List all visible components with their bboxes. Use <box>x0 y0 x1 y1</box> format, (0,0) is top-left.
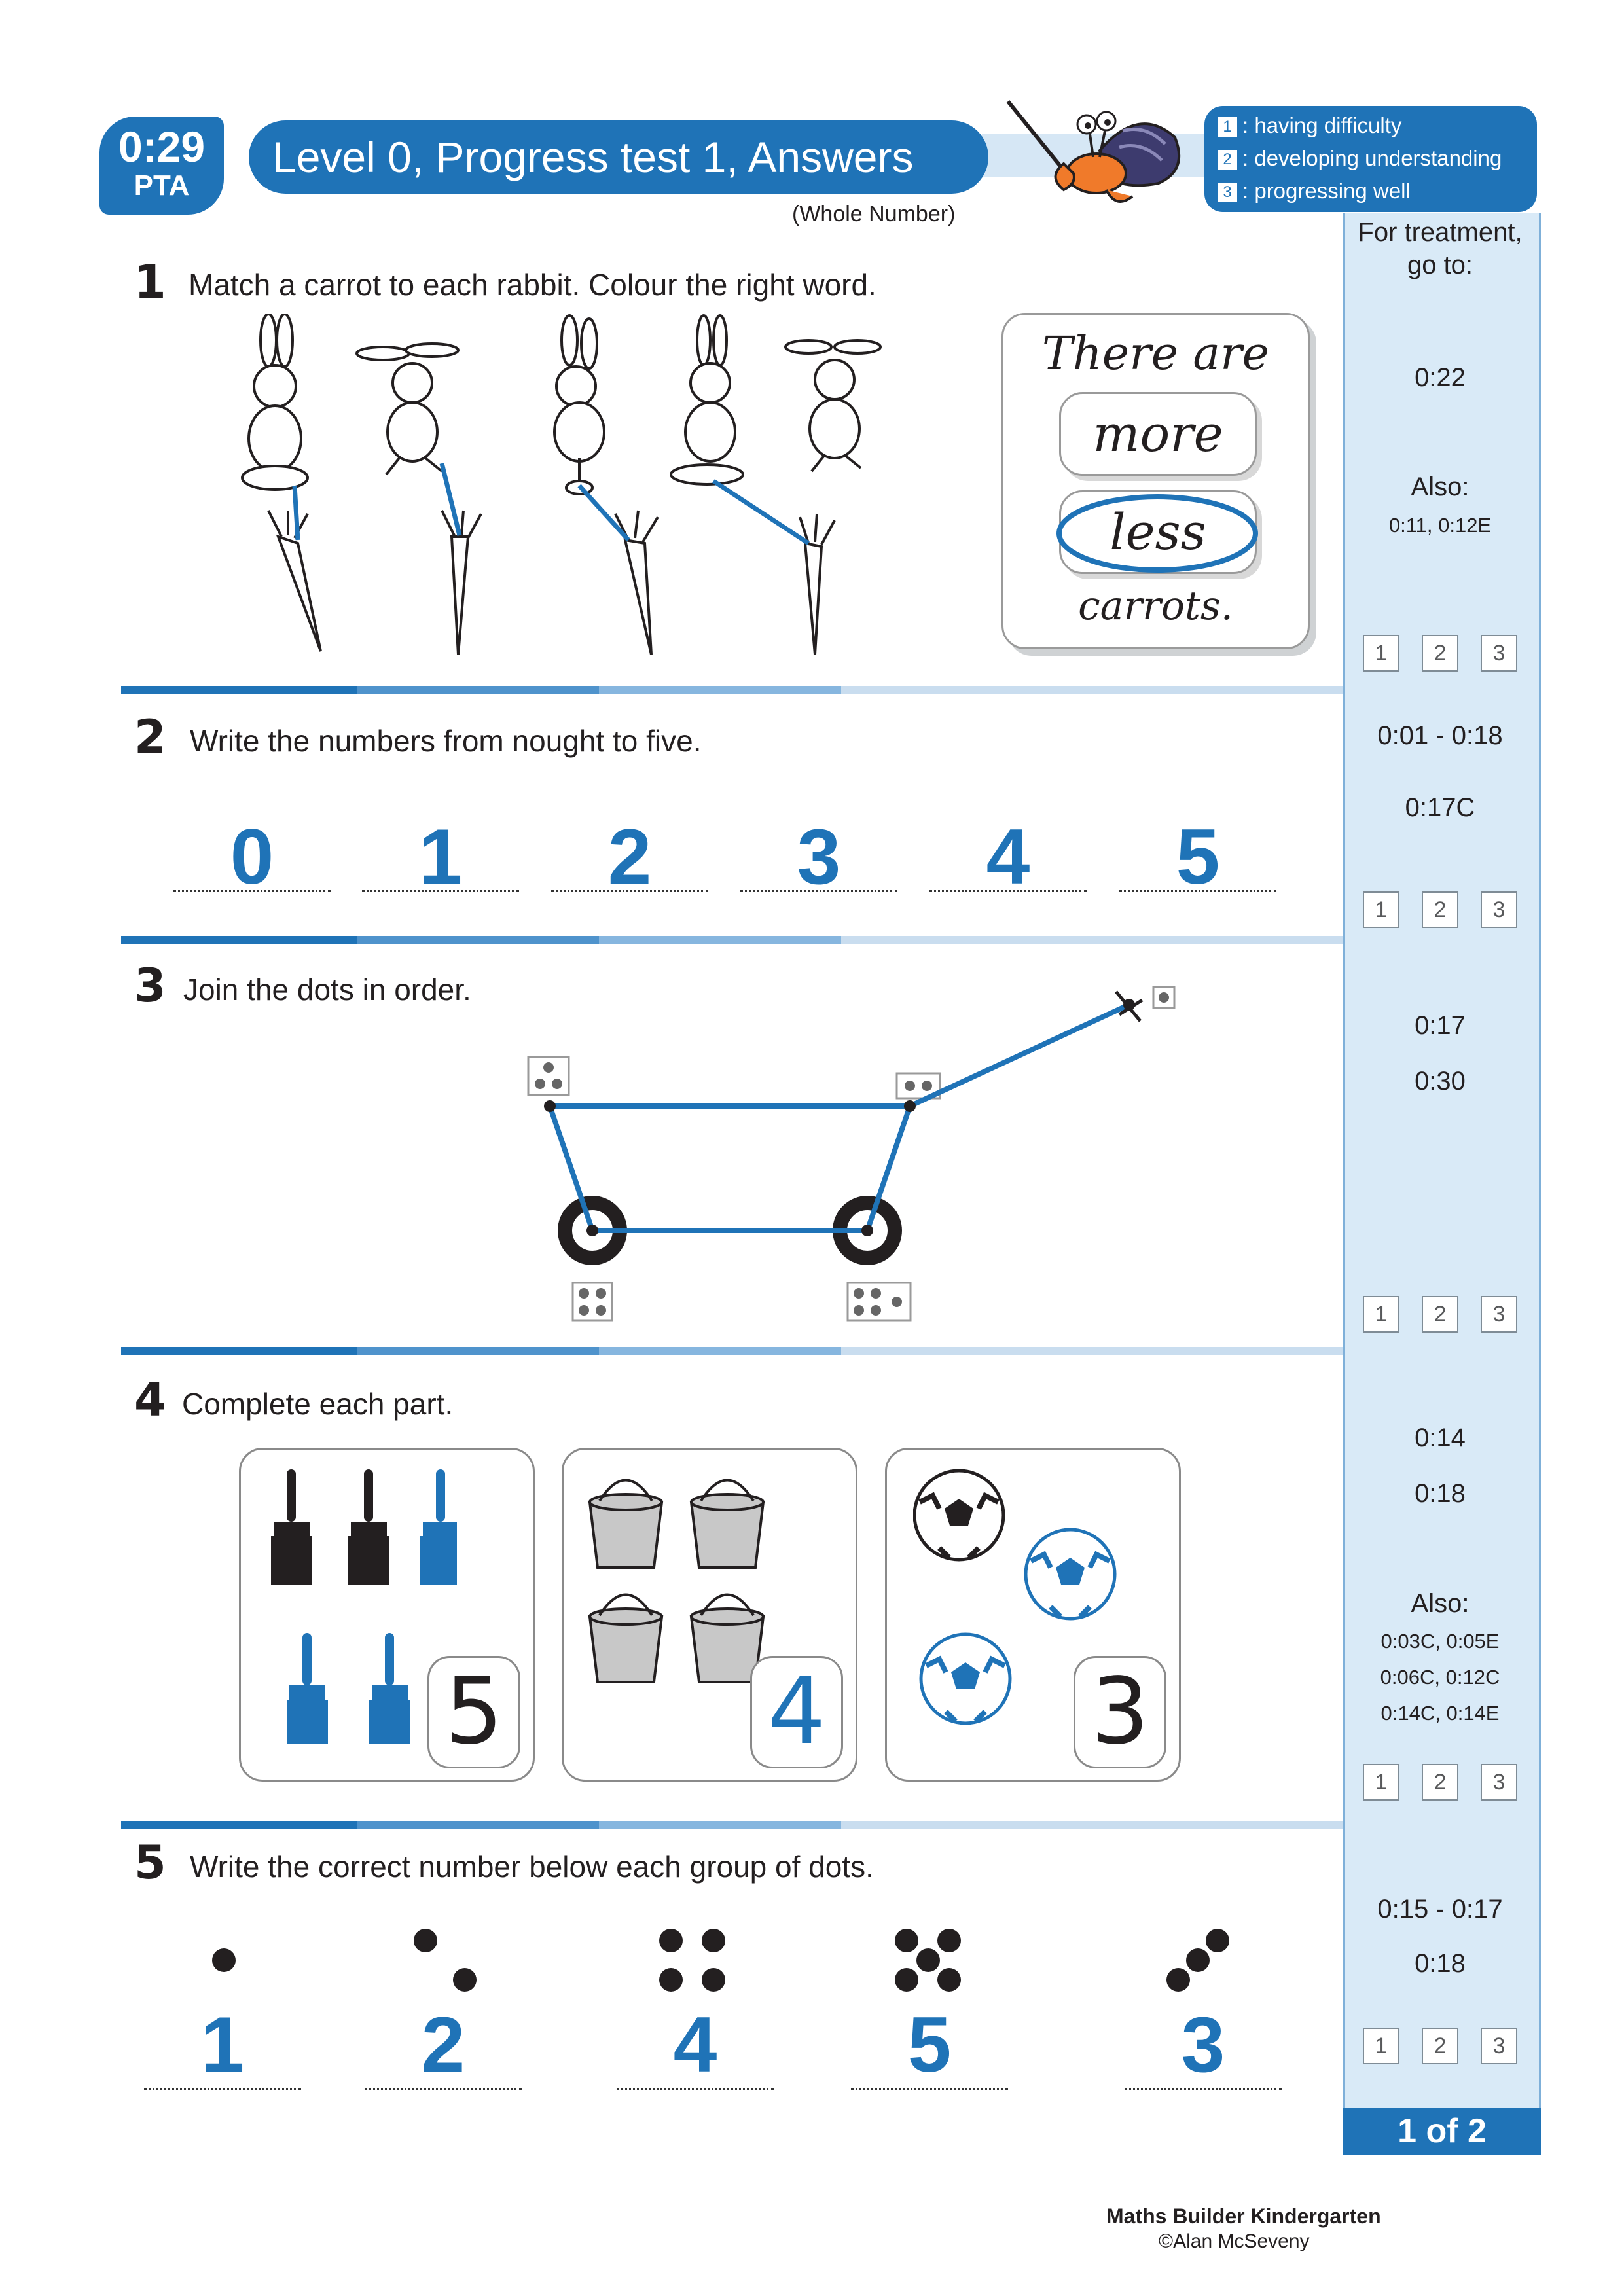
answer-number: 4 <box>986 813 1030 901</box>
treatment-also-refs: 0:03C, 0:05E <box>1380 1630 1500 1653</box>
question-number: 1 <box>134 255 166 309</box>
question-text: Write the numbers from nought to five. <box>190 724 702 758</box>
answer-number: 0 <box>230 813 274 901</box>
rating-3[interactable]: 3 <box>1481 1764 1517 1801</box>
rating-3[interactable]: 3 <box>1481 2028 1517 2064</box>
footer-publication: Maths Builder Kindergarten <box>1106 2204 1381 2228</box>
word-box-bottom-text: carrots. <box>1078 583 1233 629</box>
soccer-ball-icon <box>914 1471 1003 1560</box>
treatment-ref: 0:15 - 0:17 <box>1377 1895 1503 1924</box>
treatment-ref: 0:14 <box>1415 1424 1466 1452</box>
rating-3[interactable]: 3 <box>1481 891 1517 928</box>
answer-line <box>551 890 708 892</box>
rabbit-icon <box>785 340 880 471</box>
treatment-also-refs: 0:11, 0:12E <box>1388 514 1492 537</box>
rating-1[interactable]: 1 <box>1363 891 1399 928</box>
treatment-also-refs: 0:06C, 0:12C <box>1380 1666 1500 1689</box>
question-number: 4 <box>134 1373 166 1427</box>
treatment-also-label: Also: <box>1411 473 1470 501</box>
treatment-ref: 0:22 <box>1415 363 1466 392</box>
answer-number: 1 <box>200 2001 245 2089</box>
page-title: Level 0, Progress test 1, Answers <box>249 120 988 194</box>
answer-box: 4 <box>750 1656 843 1768</box>
dot-group-one <box>212 1948 236 1972</box>
section-divider <box>121 1821 1343 1831</box>
answer-number: 5 <box>907 2001 952 2089</box>
question-text: Complete each part. <box>182 1387 454 1421</box>
buckets-icon <box>577 1463 780 1692</box>
rating-1[interactable]: 1 <box>1363 1296 1399 1333</box>
question-number: 2 <box>134 710 166 764</box>
dot-groups <box>196 1911 1270 2009</box>
treatment-also-refs: 0:14C, 0:14E <box>1380 1702 1500 1725</box>
treatment-column <box>1343 213 1541 2150</box>
rating-3[interactable]: 3 <box>1481 1296 1517 1333</box>
answer-line <box>362 890 519 892</box>
rating-1[interactable]: 1 <box>1363 1764 1399 1801</box>
rating-2[interactable]: 2 <box>1422 2028 1458 2064</box>
rabbit-icon <box>242 314 308 490</box>
bucket-panel <box>562 1448 857 1782</box>
treatment-ref: 0:17 <box>1415 1011 1466 1040</box>
question-number: 3 <box>134 959 166 1013</box>
paintbrush-panel <box>239 1448 535 1782</box>
answer-line <box>1119 890 1276 892</box>
answer-line <box>617 2088 774 2090</box>
answer-line <box>851 2088 1008 2090</box>
rating-2[interactable]: 2 <box>1422 1764 1458 1801</box>
soccer-ball-icon <box>921 1634 1010 1723</box>
answer-number: 3 <box>797 813 841 901</box>
treatment-also-label: Also: <box>1411 1589 1470 1618</box>
rabbits-carrots-illustration <box>216 314 884 661</box>
answer-number: 1 <box>418 813 463 901</box>
rating-2[interactable]: 2 <box>1422 1296 1458 1333</box>
rating-2[interactable]: 2 <box>1422 891 1458 928</box>
carrot-icon <box>268 511 321 651</box>
treatment-ref: 0:17C <box>1405 793 1475 822</box>
word-choice-box <box>1001 313 1310 649</box>
page-subtitle: (Whole Number) <box>792 202 956 226</box>
carrot-icon <box>442 511 481 655</box>
ball-panel <box>885 1448 1181 1782</box>
carrot-icon <box>800 514 835 655</box>
legend-row: 1 : having difficulty <box>1218 113 1401 139</box>
question-number: 5 <box>134 1836 166 1890</box>
page-number: 1 of 2 <box>1343 2108 1541 2155</box>
section-divider <box>121 1347 1343 1357</box>
treatment-ref: 0:01 - 0:18 <box>1377 721 1503 750</box>
word-box-top-text: There are <box>1042 327 1269 380</box>
answer-number: 2 <box>607 813 652 901</box>
section-divider <box>121 686 1343 696</box>
answer-line <box>740 890 897 892</box>
rating-boxes[interactable] <box>1363 1296 1540 1333</box>
rating-boxes[interactable] <box>1363 1764 1540 1801</box>
rating-2[interactable]: 2 <box>1422 635 1458 672</box>
hermit-crab-mascot-icon <box>1001 98 1198 216</box>
rating-3[interactable]: 3 <box>1481 635 1517 672</box>
rating-boxes[interactable] <box>1363 635 1540 672</box>
treatment-ref: 0:18 <box>1415 1949 1466 1978</box>
answer-number: 4 <box>673 2001 717 2089</box>
legend-row: 2 : developing understanding <box>1218 145 1502 171</box>
section-divider <box>121 936 1343 946</box>
soccer-ball-icon <box>1026 1530 1115 1619</box>
worksheet-code: 0:29 <box>118 122 206 171</box>
rating-boxes[interactable] <box>1363 2028 1540 2064</box>
dice-four-icon <box>573 1283 612 1321</box>
rating-1[interactable]: 1 <box>1363 635 1399 672</box>
rating-1[interactable]: 1 <box>1363 2028 1399 2064</box>
question-text: Match a carrot to each rabbit. Colour the right word. <box>189 268 876 302</box>
answer-line <box>365 2088 522 2090</box>
answer-number: 5 <box>1176 813 1220 901</box>
joined-dot-lines <box>550 1005 1129 1230</box>
question-text: Write the correct number below each group of dots. <box>190 1850 874 1884</box>
treatment-ref: 0:18 <box>1415 1479 1466 1508</box>
treatment-ref: 0:30 <box>1415 1067 1466 1096</box>
treatment-heading: For treatment, go to: <box>1358 218 1523 279</box>
rating-legend <box>1204 106 1537 212</box>
answer-box: 3 <box>1074 1656 1166 1768</box>
answer-line <box>929 890 1087 892</box>
answer-circle-icon <box>1053 490 1262 579</box>
wheelbarrow-dot-to-dot <box>511 975 1204 1329</box>
word-option-less[interactable]: less <box>1059 490 1257 574</box>
legend-row: 3 : progressing well <box>1218 178 1411 204</box>
worksheet-code-badge <box>99 117 224 215</box>
answer-number: 3 <box>1181 2001 1225 2089</box>
answer-line <box>173 890 331 892</box>
rabbit-icon <box>357 344 458 475</box>
worksheet-code-sub: PTA <box>134 170 190 202</box>
rating-boxes[interactable] <box>1363 891 1540 928</box>
rabbit-icon <box>554 315 604 494</box>
footer-copyright: ©Alan McSeveny <box>1159 2231 1310 2252</box>
word-option-more[interactable]: more <box>1059 392 1257 476</box>
rabbit-icon <box>671 315 743 484</box>
answer-box: 5 <box>427 1656 520 1768</box>
answer-line <box>1125 2088 1282 2090</box>
question-text: Join the dots in order. <box>183 973 471 1007</box>
answer-line <box>144 2088 301 2090</box>
answer-number: 2 <box>421 2001 465 2089</box>
